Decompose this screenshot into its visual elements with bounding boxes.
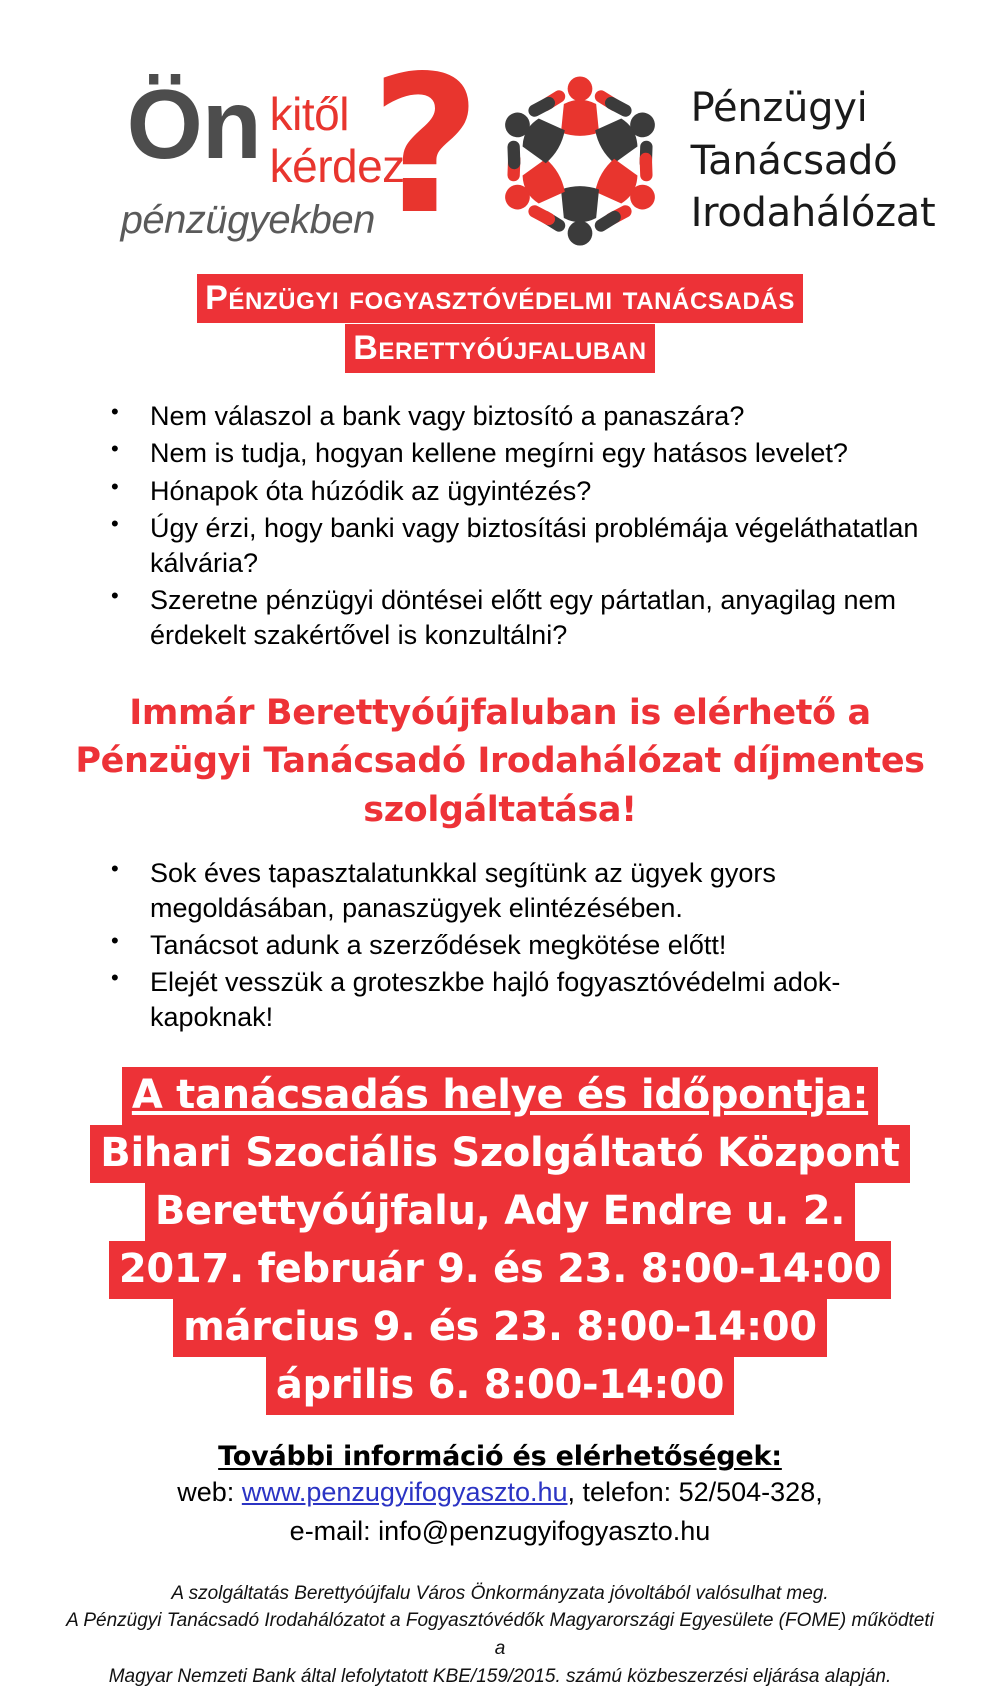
brand-line-1: Pénzügyi: [690, 84, 868, 131]
logo-word-penzugyekben: pénzügyekben: [120, 198, 375, 242]
venue-place: Bihari Szociális Szolgáltató Központ: [90, 1125, 909, 1183]
title-line-1: Pénzügyi fogyasztóvédelmi tanácsadás: [197, 274, 803, 323]
contact-web-prefix: web:: [177, 1477, 242, 1508]
questions-list: [0, 399, 1000, 653]
venue-row-place: [0, 1125, 1000, 1183]
contact-heading: További információ és elérhetőségek:: [218, 1441, 782, 1473]
footer-line-1: A szolgáltatás Berettyóújfalu Város Önkormányzata jóvoltából valósulhat meg.: [171, 1582, 829, 1604]
poster-title: [0, 274, 1000, 373]
list-item: • Szeretne pénzügyi döntései előtt egy pártatlan, anyagilag nem érdekelt szakértővel is konzultálni?: [108, 583, 930, 653]
venue-row-address: [0, 1183, 1000, 1241]
contact-web-line: [0, 1475, 1000, 1511]
title-row-1: [0, 274, 1000, 323]
venue-address: Berettyóújfalu, Ady Endre u. 2.: [145, 1183, 855, 1241]
brand-wordmark: [691, 82, 936, 240]
list-item: • Úgy érzi, hogy banki vagy biztosítási problémája végeláthatatlan kálvária?: [108, 511, 930, 581]
venue-row-date-2: [0, 1299, 1000, 1357]
logo-word-on: Ön: [126, 69, 261, 179]
contact-phone: , telefon: 52/504-328,: [567, 1477, 823, 1508]
poster-footer: [0, 1580, 1000, 1691]
list-item: • Nem is tudja, hogyan kellene megírni egy hatásos levelet?: [108, 436, 930, 471]
footer-line-3: Magyar Nemzeti Bank által lefolytatott KBE/159/2015. számú közbeszerzési eljárása alapján.: [108, 1665, 892, 1687]
title-line-2: Berettyóújfaluban: [345, 324, 654, 373]
venue-row-heading: [0, 1067, 1000, 1125]
brand-line-3: Irodahálózat: [690, 190, 936, 237]
benefits-list: [0, 856, 1000, 1035]
venue-row-date-1: [0, 1241, 1000, 1299]
list-item: • Nem válaszol a bank vagy biztosító a panaszára?: [108, 399, 930, 434]
venue-and-dates: [0, 1067, 1000, 1415]
logo-word-kerdez: kérdez: [269, 140, 405, 192]
emphasis-paragraph: Immár Berettyóújfaluban is elérhető a Pénzügyi Tanácsadó Irodahálózat díjmentes szolgáltatása!: [75, 693, 925, 830]
venue-heading: A tanácsadás helye és időpontja:: [122, 1067, 878, 1125]
list-item: • Tanácsot adunk a szerződések megkötése előtt!: [108, 928, 930, 963]
list-item: • Sok éves tapasztalatunkkal segítünk az ügyek gyors megoldásában, panaszügyek elintézésében.: [108, 856, 930, 926]
on-kitol-kerdez-logo: [65, 35, 485, 256]
penzugyi-tanacsado-logo: [485, 66, 936, 256]
poster-header: [0, 0, 1000, 256]
venue-date-1: 2017. február 9. és 23. 8:00-14:00: [109, 1241, 891, 1299]
brand-line-2: Tanácsadó: [690, 137, 898, 184]
footer-line-2: A Pénzügyi Tanácsadó Irodahálózatot a Fogyasztóvédők Magyarországi Egyesülete (FOME) működteti a: [66, 1610, 934, 1660]
list-item: • Hónapok óta húzódik az ügyintézés?: [108, 474, 930, 509]
website-link[interactable]: www.penzugyifogyaszto.hu: [241, 1477, 568, 1508]
venue-date-2: március 9. és 23. 8:00-14:00: [173, 1299, 827, 1357]
contact-section: [0, 1441, 1000, 1549]
venue-row-date-3: [0, 1357, 1000, 1415]
venue-date-3: április 6. 8:00-14:00: [266, 1357, 734, 1415]
contact-email-line: e-mail: info@penzugyifogyaszto.hu: [289, 1516, 711, 1547]
logo-word-kitol: kitől: [269, 88, 349, 140]
title-row-2: [0, 324, 1000, 373]
list-item: • Elejét vesszük a groteszkbe hajló fogyasztóvédelmi adok-kapoknak!: [108, 965, 930, 1035]
question-mark-icon: ?: [370, 35, 481, 256]
people-circle-icon: [485, 66, 675, 256]
